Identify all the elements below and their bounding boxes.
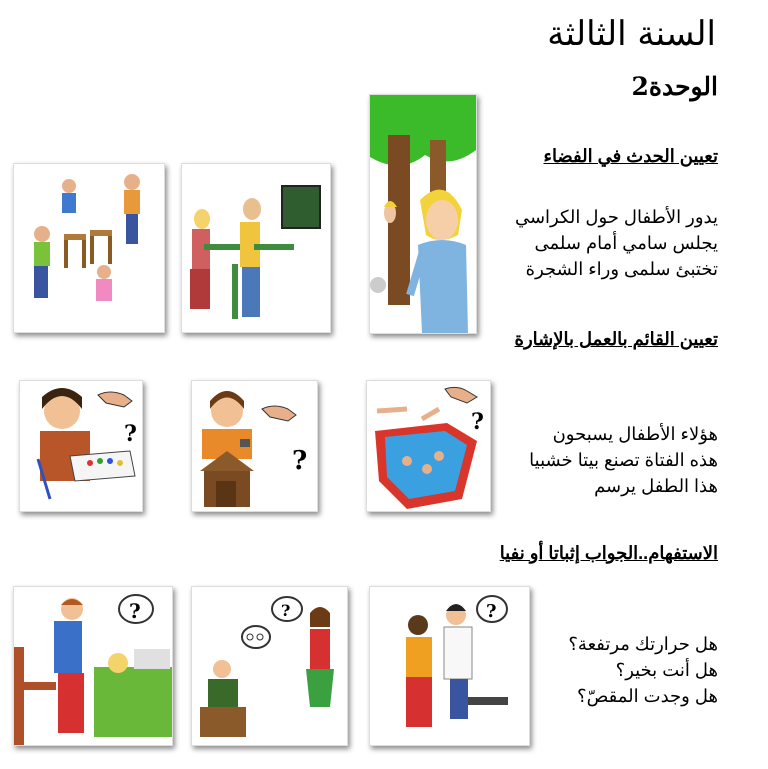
question-mark-text: ? <box>292 446 308 476</box>
section-3-sentences <box>568 631 718 709</box>
sentence: هل أنت بخير؟ <box>615 660 718 680</box>
father-checking-sick-child-picture <box>13 586 173 746</box>
question-mark-text: ? <box>471 409 484 435</box>
section-heading-1: تعيين الحدث في الفضاء <box>543 146 718 166</box>
sentence: يجلس سامي أمام سلمى <box>534 233 718 253</box>
sentence: هذا الطفل يرسم <box>594 476 718 496</box>
sentence: تختبئ سلمى وراء الشجرة <box>525 259 718 279</box>
sentence: هل حرارتك مرتفعة؟ <box>568 634 718 654</box>
children-running-around-chairs-picture <box>13 163 165 333</box>
doctor-with-boy-picture <box>369 586 530 746</box>
question-mark-text: ? <box>281 601 291 620</box>
section-heading-2: تعيين القائم بالعمل بالإشارة <box>514 329 718 349</box>
sentence: يدور الأطفال حول الكراسي <box>514 207 718 227</box>
section-1-sentences <box>515 204 718 282</box>
sentence: هؤلاء الأطفال يسبحون <box>552 424 718 444</box>
unit-heading: الوحدة2 <box>631 72 718 101</box>
girl-hiding-behind-tree-picture <box>369 94 477 334</box>
boy-painting-picture <box>19 380 143 512</box>
children-sitting-at-desks-picture <box>181 163 331 333</box>
section-2-sentences <box>529 421 718 499</box>
page-title: السنة الثالثة <box>547 14 716 54</box>
girl-building-wooden-house-picture <box>191 380 318 512</box>
sentence: هذه الفتاة تصنع بيتا خشبيا <box>529 450 718 470</box>
section-heading-3: الاستفهام..الجواب إثباتا أو نفيا <box>499 543 718 563</box>
question-mark-text: ? <box>129 599 141 623</box>
sentence: هل وجدت المقصّ؟ <box>577 686 718 706</box>
girl-asking-about-scissors-picture <box>191 586 348 746</box>
question-mark-text: ? <box>486 601 497 622</box>
question-mark-text: ? <box>124 421 137 447</box>
children-swimming-pool-picture <box>366 380 491 512</box>
